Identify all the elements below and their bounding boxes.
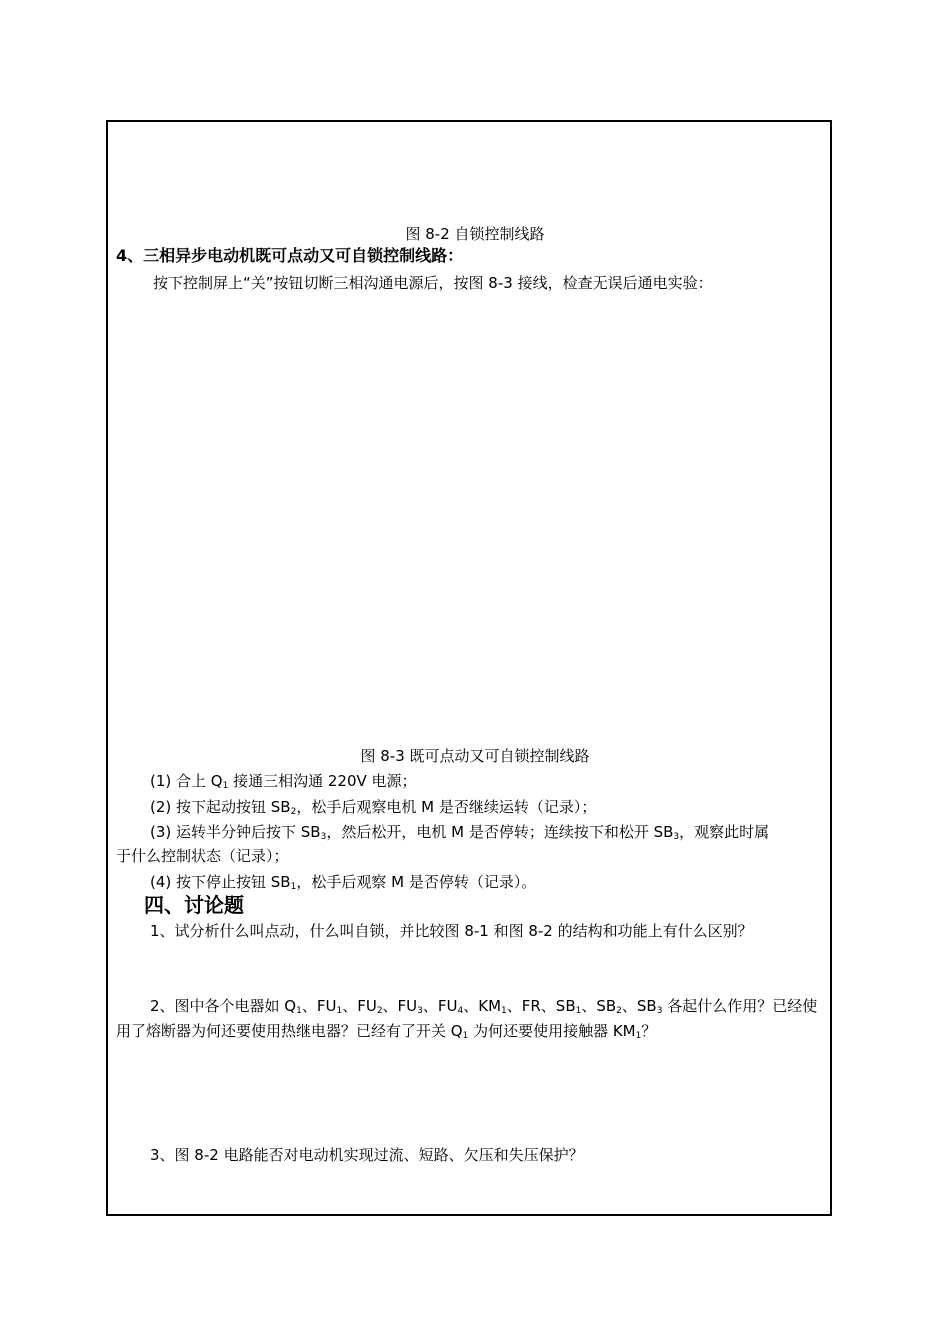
step-2: (2) 按下起动按钮 $SB_2$，松手后观察电机 M 是否继续运转（记录）；	[150, 798, 597, 817]
step-3: (3) 运转半分钟后按下 $SB_3$，然后松开，电机 M 是否停转；连续按下和松开 $SB_3$，观察此时属	[150, 823, 770, 842]
step-1: (1) 合上 $Q_1$ 接通三相沟通 220V 电源；	[150, 772, 417, 791]
section-4-heading: 4、三相异步电动机既可点动又可自锁控制线路：	[116, 246, 464, 265]
figure-8-3-placeholder	[116, 300, 816, 730]
discussion-question-2: 2、图中各个电器如 $Q_1$、$FU_1$、$FU_2$、$FU_3$、$FU_4$、$KM_1$、FR、$SB_1$、$SB_2$、$SB_3$ 各起什么作用？已经使	[150, 997, 818, 1016]
discussion-question-2-continued: 用了熔断器为何还要使用热继电器？已经有了开关 $Q_1$ 为何还要使用接触器 $KM_1$？	[116, 1022, 657, 1041]
discussion-question-1: 1、试分析什么叫点动，什么叫自锁，并比较图 8-1 和图 8-2 的结构和功能上有什么区别？	[150, 922, 753, 940]
discussion-question-3: 3、图 8-2 电路能否对电动机实现过流、短路、欠压和失压保护？	[150, 1146, 584, 1164]
figure-8-3-caption: 图 8-3 既可点动又可自锁控制线路	[360, 747, 590, 765]
section-4-intro: 按下控制屏上“关”按钮切断三相沟通电源后，按图 8-3 接线，检查无误后通电实验：	[153, 274, 713, 292]
discussion-heading: 四、讨论题	[144, 893, 244, 917]
step-4: (4) 按下停止按钮 $SB_1$，松手后观察 M 是否停转（记录）。	[150, 873, 537, 892]
step-3-continued: 于什么控制状态（记录）；	[116, 847, 289, 865]
figure-8-2-caption: 图 8-2 自锁控制线路	[405, 225, 545, 243]
